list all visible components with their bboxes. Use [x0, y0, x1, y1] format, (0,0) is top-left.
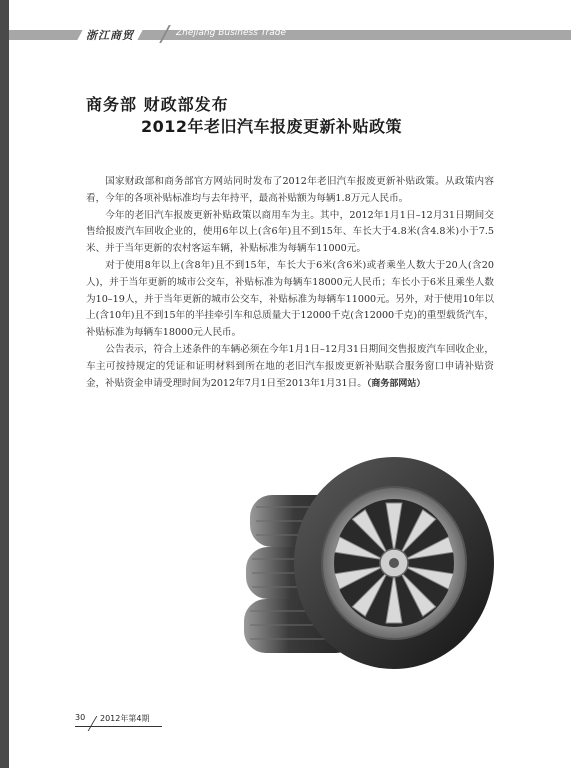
article-title-line1: 商务部 财政部发布: [86, 95, 229, 114]
tire-stack-image: [236, 455, 516, 685]
magazine-subtitle: Zhejiang Business Trade: [176, 28, 287, 38]
article-source: （商务部网站）: [366, 378, 426, 389]
page-number: 30: [75, 713, 86, 722]
upright-wheel: [294, 457, 494, 669]
article-body: [86, 174, 494, 392]
paragraph-4-text: 公告表示，符合上述条件的车辆必须在今年1月1日–12月31日期间交售报废汽车回收企业，车主可按持规定的凭证和证明材料到所在地的老旧汽车报废更新补贴联合服务窗口申请补贴资金，补贴资金申请受理时间为2012年7月1日至2013年1月31日。: [86, 343, 494, 389]
paragraph-2: 今年的老旧汽车报废更新补贴政策以商用车为主。其中，2012年1月1日–12月31日期间交售给报废汽车回收企业的，使用6年以上(含6年)且不到15年、车长大于4.8米(含4.8米)小于7.5米、并于当年更新的农村客运车辆，补贴标准为每辆车11000元。: [86, 209, 494, 255]
magazine-logo: 浙江商贸: [86, 29, 134, 42]
left-edge-bar: [0, 0, 9, 768]
article-title-line2: 2012年老旧汽车报废更新补贴政策: [141, 117, 403, 136]
footer-divider: [88, 716, 98, 731]
footer-rule: [75, 726, 162, 727]
paragraph-1: 国家财政部和商务部官方网站同时发布了2012年老旧汽车报废更新补贴政策。从政策内容看，今年的各项补贴标准均与去年持平，最高补贴额为每辆1.8万元人民币。: [86, 176, 494, 204]
paragraph-3: 对于使用8年以上(含8年)且不到15年，车长大于6米(含6米)或者乘坐人数大于20人(含20人)，并于当年更新的城市公交车，补贴标准为每辆车18000元人民币；车长小于6米且乘坐人数为10–19人，并于当年更新的城市公交车，补贴标准为每辆车11000元。另外，对于使用10年以上(含10年)且不到15年的半挂牵引车和总质量大于12000千克(含12000千克)的重型载货汽车，补贴标准为每辆车18000元人民币。: [86, 259, 494, 339]
issue-number: 2012年第4期: [100, 714, 150, 723]
paragraph-4: [86, 342, 494, 392]
